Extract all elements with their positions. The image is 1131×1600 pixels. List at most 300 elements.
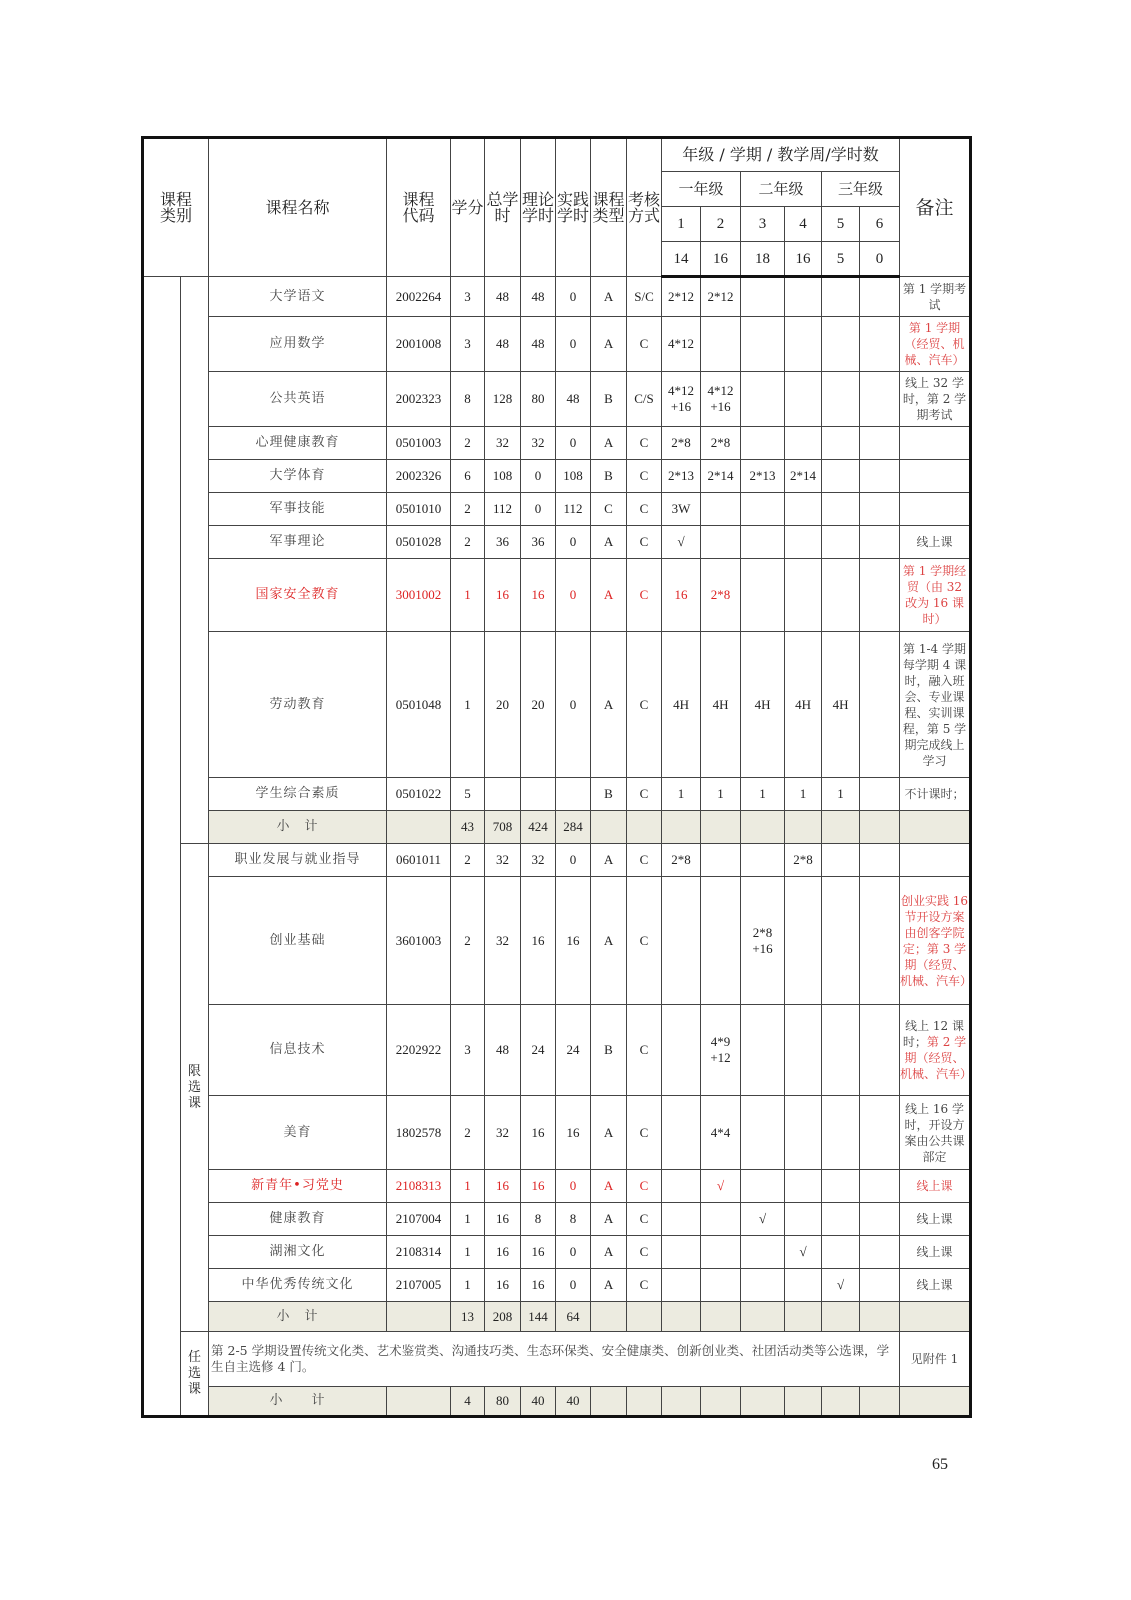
course-credit: 1	[451, 1170, 485, 1203]
header-total-hours: 总学 时	[485, 138, 521, 277]
semester-3-hours: √	[741, 1203, 785, 1236]
course-total: 20	[485, 632, 521, 778]
course-name: 健康教育	[209, 1203, 387, 1236]
subtotal-practice: 284	[556, 811, 591, 844]
course-practice: 0	[556, 1170, 591, 1203]
course-assessment: C	[627, 1203, 662, 1236]
semester-6-hours	[860, 632, 900, 778]
semester-2-hours	[701, 1236, 741, 1269]
course-credit: 2	[451, 493, 485, 526]
course-code: 2107004	[387, 1203, 451, 1236]
semester-4-hours: 1	[785, 778, 822, 811]
subtotal-code	[387, 811, 451, 844]
subtotal-theory: 144	[521, 1302, 556, 1332]
course-row	[143, 526, 971, 559]
course-credit: 3	[451, 317, 485, 372]
course-type: B	[591, 1005, 627, 1096]
elective-description: 第 2-5 学期设置传统文化类、艺术鉴赏类、沟通技巧类、生态环保类、安全健康类、创新创业类、社团活动类等公选课，学生自主选修 4 门。	[209, 1332, 900, 1387]
course-practice: 0	[556, 427, 591, 460]
course-name: 军事理论	[209, 526, 387, 559]
course-type: A	[591, 317, 627, 372]
course-row	[143, 844, 971, 877]
subtotal-empty	[860, 1302, 900, 1332]
course-credit: 1	[451, 1203, 485, 1236]
header-remarks: 备注	[900, 138, 971, 277]
semester-2-hours: 2*14	[701, 460, 741, 493]
semester-1-hours: 4*12 +16	[662, 372, 701, 427]
semester-3-hours: 1	[741, 778, 785, 811]
semester-1-hours	[662, 1005, 701, 1096]
course-theory: 16	[521, 1096, 556, 1170]
semester-5-hours	[822, 427, 860, 460]
course-practice: 48	[556, 372, 591, 427]
semester-6-hours	[860, 317, 900, 372]
subtotal-empty	[662, 1387, 701, 1417]
course-theory: 16	[521, 1170, 556, 1203]
semester-6-hours	[860, 559, 900, 632]
course-type: B	[591, 372, 627, 427]
course-theory: 0	[521, 493, 556, 526]
semester-3-hours	[741, 427, 785, 460]
semester-6-hours	[860, 372, 900, 427]
semester-1-hours: 4*12	[662, 317, 701, 372]
semester-3-hours	[741, 1269, 785, 1302]
course-assessment: C	[627, 1005, 662, 1096]
course-remarks	[900, 427, 971, 460]
course-row	[143, 493, 971, 526]
course-total: 128	[485, 372, 521, 427]
course-row	[143, 277, 971, 317]
header-weeks-5: 5	[822, 242, 860, 277]
semester-4-hours	[785, 1096, 822, 1170]
course-remarks	[900, 1170, 971, 1203]
semester-6-hours	[860, 427, 900, 460]
course-remarks	[900, 778, 971, 811]
course-credit: 6	[451, 460, 485, 493]
subtotal-empty	[741, 1387, 785, 1417]
semester-4-hours	[785, 372, 822, 427]
course-type: A	[591, 526, 627, 559]
semester-2-hours	[701, 493, 741, 526]
semester-3-hours	[741, 844, 785, 877]
subtotal-empty	[591, 811, 627, 844]
course-credit: 8	[451, 372, 485, 427]
subtotal-empty	[900, 1302, 971, 1332]
course-row	[143, 877, 971, 1005]
course-credit: 2	[451, 526, 485, 559]
course-remarks	[900, 1096, 971, 1170]
subtotal-total: 208	[485, 1302, 521, 1332]
course-total: 36	[485, 526, 521, 559]
course-theory: 36	[521, 526, 556, 559]
subtotal-total: 708	[485, 811, 521, 844]
subtotal-empty	[591, 1302, 627, 1332]
semester-1-hours: 2*12	[662, 277, 701, 317]
semester-3-hours	[741, 277, 785, 317]
header-year-1: 一年级	[662, 172, 741, 207]
course-theory: 20	[521, 632, 556, 778]
course-total: 32	[485, 844, 521, 877]
course-type: A	[591, 1236, 627, 1269]
header-semester-5: 5	[822, 207, 860, 242]
course-total: 112	[485, 493, 521, 526]
course-name: 大学体育	[209, 460, 387, 493]
subtotal-empty	[860, 811, 900, 844]
semester-1-hours	[662, 1170, 701, 1203]
subtotal-empty	[627, 1387, 662, 1417]
semester-4-hours	[785, 877, 822, 1005]
semester-1-hours	[662, 1236, 701, 1269]
course-practice: 112	[556, 493, 591, 526]
course-total: 48	[485, 277, 521, 317]
semester-1-hours: 16	[662, 559, 701, 632]
course-total: 16	[485, 1236, 521, 1269]
header-category: 课程 类别	[143, 138, 209, 277]
semester-6-hours	[860, 1096, 900, 1170]
course-practice: 0	[556, 559, 591, 632]
remarks-text: 第 1 学期经贸（由 32 改为 16 课时）	[902, 564, 967, 626]
semester-6-hours	[860, 526, 900, 559]
subtotal-practice: 40	[556, 1387, 591, 1417]
course-practice	[556, 778, 591, 811]
course-theory: 16	[521, 559, 556, 632]
course-code: 2002323	[387, 372, 451, 427]
subtotal-empty	[822, 1387, 860, 1417]
course-name: 大学语文	[209, 277, 387, 317]
subtotal-row	[143, 1302, 971, 1332]
course-total: 108	[485, 460, 521, 493]
remarks-text: 不计课时；	[904, 787, 965, 801]
course-type: A	[591, 877, 627, 1005]
header-schedule-title: 年级 / 学期 / 教学周/学时数	[662, 138, 900, 172]
course-remarks	[900, 1203, 971, 1236]
course-type: A	[591, 427, 627, 460]
semester-5-hours	[822, 1203, 860, 1236]
course-code: 2002326	[387, 460, 451, 493]
semester-2-hours	[701, 526, 741, 559]
header-credit: 学分	[451, 138, 485, 277]
course-row	[143, 1170, 971, 1203]
course-row	[143, 1236, 971, 1269]
semester-5-hours	[822, 877, 860, 1005]
course-credit: 2	[451, 844, 485, 877]
semester-6-hours	[860, 1269, 900, 1302]
header-course-code: 课程 代码	[387, 138, 451, 277]
semester-5-hours: 1	[822, 778, 860, 811]
course-total: 16	[485, 1203, 521, 1236]
course-theory: 16	[521, 1269, 556, 1302]
header-weeks-6: 0	[860, 242, 900, 277]
course-code: 0501003	[387, 427, 451, 460]
subtotal-credit: 4	[451, 1387, 485, 1417]
course-name: 美育	[209, 1096, 387, 1170]
course-practice: 0	[556, 526, 591, 559]
course-code: 3601003	[387, 877, 451, 1005]
course-assessment: S/C	[627, 277, 662, 317]
subtotal-empty	[822, 1302, 860, 1332]
elective-remarks: 见附件 1	[900, 1332, 971, 1387]
course-credit: 3	[451, 1005, 485, 1096]
course-practice: 0	[556, 632, 591, 778]
subtotal-label: 小 计	[209, 811, 387, 844]
course-assessment: C	[627, 844, 662, 877]
course-assessment: C	[627, 526, 662, 559]
course-practice: 0	[556, 1269, 591, 1302]
semester-3-hours	[741, 526, 785, 559]
course-theory: 48	[521, 317, 556, 372]
semester-4-hours	[785, 526, 822, 559]
course-row	[143, 1203, 971, 1236]
subtotal-empty	[662, 1302, 701, 1332]
course-type: A	[591, 1269, 627, 1302]
semester-3-hours	[741, 559, 785, 632]
semester-5-hours	[822, 559, 860, 632]
subtotal-empty	[701, 1302, 741, 1332]
course-practice: 0	[556, 277, 591, 317]
course-credit: 2	[451, 427, 485, 460]
course-total: 32	[485, 427, 521, 460]
semester-5-hours	[822, 277, 860, 317]
semester-1-hours: 2*13	[662, 460, 701, 493]
semester-1-hours	[662, 877, 701, 1005]
course-type: A	[591, 844, 627, 877]
course-remarks	[900, 526, 971, 559]
remarks-text-highlight: 第 2 学期（经贸、机械、汽车）	[900, 1035, 973, 1081]
semester-2-hours: 1	[701, 778, 741, 811]
header-weeks-3: 18	[741, 242, 785, 277]
header-weeks-1: 14	[662, 242, 701, 277]
remarks-text: 线上课	[916, 1179, 953, 1193]
semester-4-hours	[785, 1203, 822, 1236]
semester-4-hours	[785, 277, 822, 317]
subtotal-empty	[741, 811, 785, 844]
semester-5-hours	[822, 526, 860, 559]
semester-6-hours	[860, 1236, 900, 1269]
course-code: 2108313	[387, 1170, 451, 1203]
semester-4-hours	[785, 427, 822, 460]
course-name: 信息技术	[209, 1005, 387, 1096]
header-year-3: 三年级	[822, 172, 900, 207]
course-remarks	[900, 1269, 971, 1302]
course-remarks	[900, 460, 971, 493]
course-remarks	[900, 559, 971, 632]
course-code: 2108314	[387, 1236, 451, 1269]
category-outer	[143, 277, 181, 1417]
course-row	[143, 427, 971, 460]
course-assessment: C	[627, 460, 662, 493]
header-year-2: 二年级	[741, 172, 822, 207]
course-assessment: C	[627, 559, 662, 632]
course-assessment: C	[627, 427, 662, 460]
course-type: C	[591, 493, 627, 526]
course-theory: 32	[521, 844, 556, 877]
semester-5-hours	[822, 1096, 860, 1170]
course-total: 48	[485, 317, 521, 372]
course-row	[143, 632, 971, 778]
course-code: 0501028	[387, 526, 451, 559]
semester-1-hours: 2*8	[662, 427, 701, 460]
elective-description-row	[143, 1332, 971, 1387]
semester-4-hours: 2*14	[785, 460, 822, 493]
course-row	[143, 460, 971, 493]
semester-5-hours	[822, 372, 860, 427]
course-name: 心理健康教育	[209, 427, 387, 460]
course-type: B	[591, 460, 627, 493]
remarks-text: 第 1 学期（经贸、机械、汽车）	[904, 321, 965, 367]
subtotal-code	[387, 1387, 451, 1417]
semester-5-hours	[822, 493, 860, 526]
course-code: 3001002	[387, 559, 451, 632]
course-theory	[521, 778, 556, 811]
course-theory: 80	[521, 372, 556, 427]
semester-1-hours: 2*8	[662, 844, 701, 877]
semester-3-hours: 2*13	[741, 460, 785, 493]
subtotal-empty	[785, 1387, 822, 1417]
semester-4-hours	[785, 317, 822, 372]
course-remarks	[900, 493, 971, 526]
course-code: 1802578	[387, 1096, 451, 1170]
course-name: 创业基础	[209, 877, 387, 1005]
course-remarks	[900, 1005, 971, 1096]
semester-3-hours	[741, 493, 785, 526]
semester-4-hours: 2*8	[785, 844, 822, 877]
semester-5-hours	[822, 460, 860, 493]
course-type: B	[591, 778, 627, 811]
course-type: A	[591, 277, 627, 317]
course-code: 0501010	[387, 493, 451, 526]
semester-3-hours	[741, 317, 785, 372]
course-assessment: C	[627, 493, 662, 526]
semester-5-hours	[822, 1170, 860, 1203]
course-assessment: C	[627, 1269, 662, 1302]
course-assessment: C	[627, 1236, 662, 1269]
semester-2-hours: 2*8	[701, 427, 741, 460]
semester-5-hours	[822, 844, 860, 877]
course-name: 劳动教育	[209, 632, 387, 778]
course-name: 军事技能	[209, 493, 387, 526]
course-type: A	[591, 1096, 627, 1170]
semester-4-hours	[785, 1170, 822, 1203]
remarks-text: 第 1 学期考试	[902, 281, 967, 312]
semester-2-hours	[701, 1269, 741, 1302]
course-total: 16	[485, 1269, 521, 1302]
course-remarks	[900, 1236, 971, 1269]
semester-3-hours	[741, 1005, 785, 1096]
course-assessment: C	[627, 317, 662, 372]
semester-4-hours: √	[785, 1236, 822, 1269]
semester-6-hours	[860, 1203, 900, 1236]
semester-3-hours: 4H	[741, 632, 785, 778]
subtotal-empty	[900, 811, 971, 844]
course-practice: 0	[556, 844, 591, 877]
remarks-text: 线上课	[916, 1278, 953, 1292]
course-code: 2202922	[387, 1005, 451, 1096]
semester-1-hours	[662, 1203, 701, 1236]
semester-3-hours: 2*8 +16	[741, 877, 785, 1005]
course-remarks	[900, 317, 971, 372]
header-assessment: 考核 方式	[627, 138, 662, 277]
course-plan-table	[141, 136, 972, 1418]
course-theory: 48	[521, 277, 556, 317]
course-row	[143, 778, 971, 811]
semester-4-hours	[785, 1005, 822, 1096]
course-practice: 108	[556, 460, 591, 493]
course-name: 学生综合素质	[209, 778, 387, 811]
course-name: 国家安全教育	[209, 559, 387, 632]
course-remarks	[900, 277, 971, 317]
course-row	[143, 559, 971, 632]
remarks-text: 线上 12 课时；	[902, 1019, 964, 1049]
header-semester-4: 4	[785, 207, 822, 242]
header-weeks-2: 16	[701, 242, 741, 277]
semester-2-hours: 2*8	[701, 559, 741, 632]
subtotal-empty	[662, 811, 701, 844]
header-theory-hours: 理论 学时	[521, 138, 556, 277]
header-semester-1: 1	[662, 207, 701, 242]
semester-1-hours: 3W	[662, 493, 701, 526]
remarks-text: 线上课	[916, 1245, 953, 1259]
course-credit: 2	[451, 877, 485, 1005]
semester-2-hours: 4*12 +16	[701, 372, 741, 427]
semester-4-hours: 4H	[785, 632, 822, 778]
course-practice: 24	[556, 1005, 591, 1096]
course-total: 32	[485, 1096, 521, 1170]
semester-2-hours	[701, 844, 741, 877]
course-total: 16	[485, 1170, 521, 1203]
semester-1-hours: 1	[662, 778, 701, 811]
course-theory: 32	[521, 427, 556, 460]
semester-4-hours	[785, 1269, 822, 1302]
course-row	[143, 372, 971, 427]
course-type: A	[591, 559, 627, 632]
remarks-text: 线上 16 学时，开设方案由公共课部定	[904, 1101, 965, 1164]
course-theory: 8	[521, 1203, 556, 1236]
course-practice: 0	[556, 1236, 591, 1269]
course-assessment: C	[627, 778, 662, 811]
course-total	[485, 778, 521, 811]
course-name: 湖湘文化	[209, 1236, 387, 1269]
semester-4-hours	[785, 493, 822, 526]
course-name: 应用数学	[209, 317, 387, 372]
course-type: A	[591, 632, 627, 778]
course-theory: 0	[521, 460, 556, 493]
subtotal-empty	[860, 1387, 900, 1417]
semester-6-hours	[860, 460, 900, 493]
course-row	[143, 317, 971, 372]
semester-1-hours	[662, 1096, 701, 1170]
course-assessment: C	[627, 1096, 662, 1170]
remarks-text: 线上 32 学时，第 2 学期考试	[902, 376, 967, 422]
course-name: 中华优秀传统文化	[209, 1269, 387, 1302]
subtotal-total: 80	[485, 1387, 521, 1417]
subtotal-empty	[741, 1302, 785, 1332]
semester-5-hours: 4H	[822, 632, 860, 778]
semester-5-hours: √	[822, 1269, 860, 1302]
course-code: 2002264	[387, 277, 451, 317]
course-remarks	[900, 877, 971, 1005]
semester-5-hours	[822, 1236, 860, 1269]
course-credit: 1	[451, 1269, 485, 1302]
course-name: 新青年•习党史	[209, 1170, 387, 1203]
semester-2-hours: 4H	[701, 632, 741, 778]
course-credit: 2	[451, 1096, 485, 1170]
subtotal-empty	[900, 1387, 971, 1417]
course-name: 职业发展与就业指导	[209, 844, 387, 877]
subtotal-empty	[701, 811, 741, 844]
course-credit: 5	[451, 778, 485, 811]
course-remarks	[900, 372, 971, 427]
semester-6-hours	[860, 1170, 900, 1203]
